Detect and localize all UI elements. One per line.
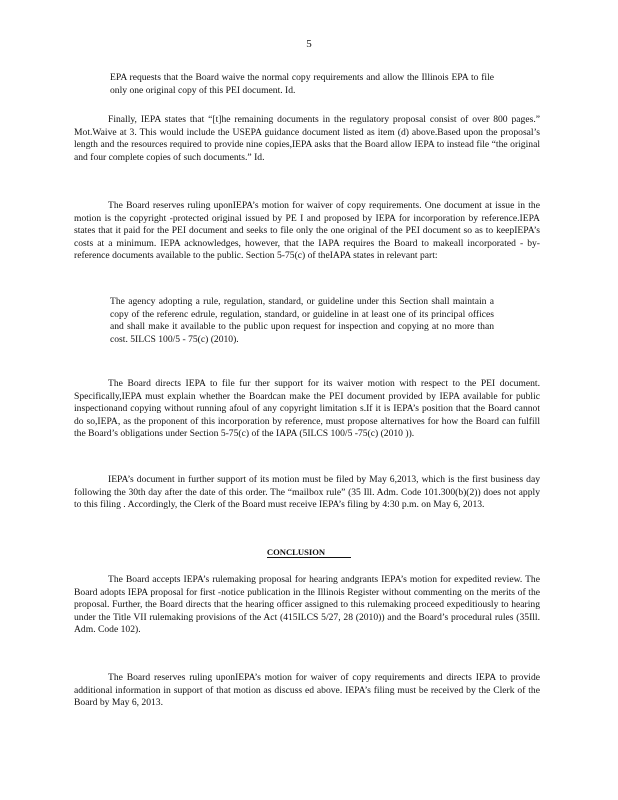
paragraph-conclusion-reserves: The Board reserves ruling uponIEPA’s motion for waiver of copy requirements and directs IEPA to provide additional information in support of that motion as discuss ed above. IEPA’s filing must be received by the Clerk of the Board by May 6, 2013. (74, 672, 540, 709)
block-quote-iapa: The agency adopting a rule, regulation, standard, or guideline under this Section shall maintain a copy of the referenc edrule, regulation, standard, or guideline in at least one of its principal offices and shall make it available to the public upon request for inspection and copying at no more than cost. 5ILCS 100/5 - 75(c) (2010). (110, 296, 494, 345)
paragraph-conclusion-accepts: The Board accepts IEPA’s rulemaking proposal for hearing andgrants IEPA’s motion for expedited review. The Board adopts IEPA proposal for first -notice publication in the Illinois Register without commenting on the merits of the proposal. Further, the Board directs that the hearing officer assigned to this rulemaking proceed expeditiously to hearing under the Title VII rulemaking provisions of the Act (415ILCS 5/27, 28 (2010)) and the Board’s procedural rules (35Ill. Adm. Code 102). (74, 574, 540, 636)
conclusion-heading: CONCLUSION (0, 546, 618, 559)
paragraph-finally: Finally, IEPA states that “[t]he remaining documents in the regulatory proposal consist of over 800 pages.” Mot.Waive at 3. This would include the USEPA guidance document listed as item (d) above.Based upon the proposal’s length and the resources required to provide nine copies,IEPA asks that the Board allow IEPA to instead file “the original and four complete copies of such documents.” Id. (74, 114, 540, 163)
page-number: 5 (306, 38, 312, 50)
paragraph-board-directs: The Board directs IEPA to file fur ther support for its waiver motion with respect to the PEI document. Specifically,IEPA must explain whether the Boardcan make the PEI document provided by IEPA available for public inspectionand copying without running afoul of any copyright limitation s.If it is IEPA’s position that the Board cannot do so,IEPA, as the proponent of this incorporation by reference, must propose alternatives for how the Board can fulfill the Board’s obligations under Section 5-75(c) of the IAPA (5ILCS 100/5 -75(c) (2010 )). (74, 378, 540, 440)
paragraph-epa-request: EPA requests that the Board waive the normal copy requirements and allow the Illinois EPA to file only one original copy of this PEI document. Id. (110, 72, 494, 96)
paragraph-filing-deadline: IEPA’s document in further support of its motion must be filed by May 6,2013, which is the first business day following the 30th day after the date of this order. The “mailbox rule” (35 Ill. Adm. Code 101.300(b)(2)) does not apply to this filing . Accordingly, the Clerk of the Board must receive IEPA’s filing by 4:30 p.m. on May 6, 2013. (74, 474, 540, 511)
paragraph-board-reserves: The Board reserves ruling uponIEPA’s motion for waiver of copy requirements. One document at issue in the motion is the copyright -protected original issued by PE I and proposed by IEPA for incorporation by reference.IEPA states that it paid for the PEI document and seeks to file only the one original of the PEI document so as to keepIEPA’s costs at a minimum. IEPA acknowledges, however, that the IAPA requires the Board to makeall incorporated - by-reference documents available to the public. Section 5-75(c) of theIAPA states in relevant part: (74, 200, 540, 262)
